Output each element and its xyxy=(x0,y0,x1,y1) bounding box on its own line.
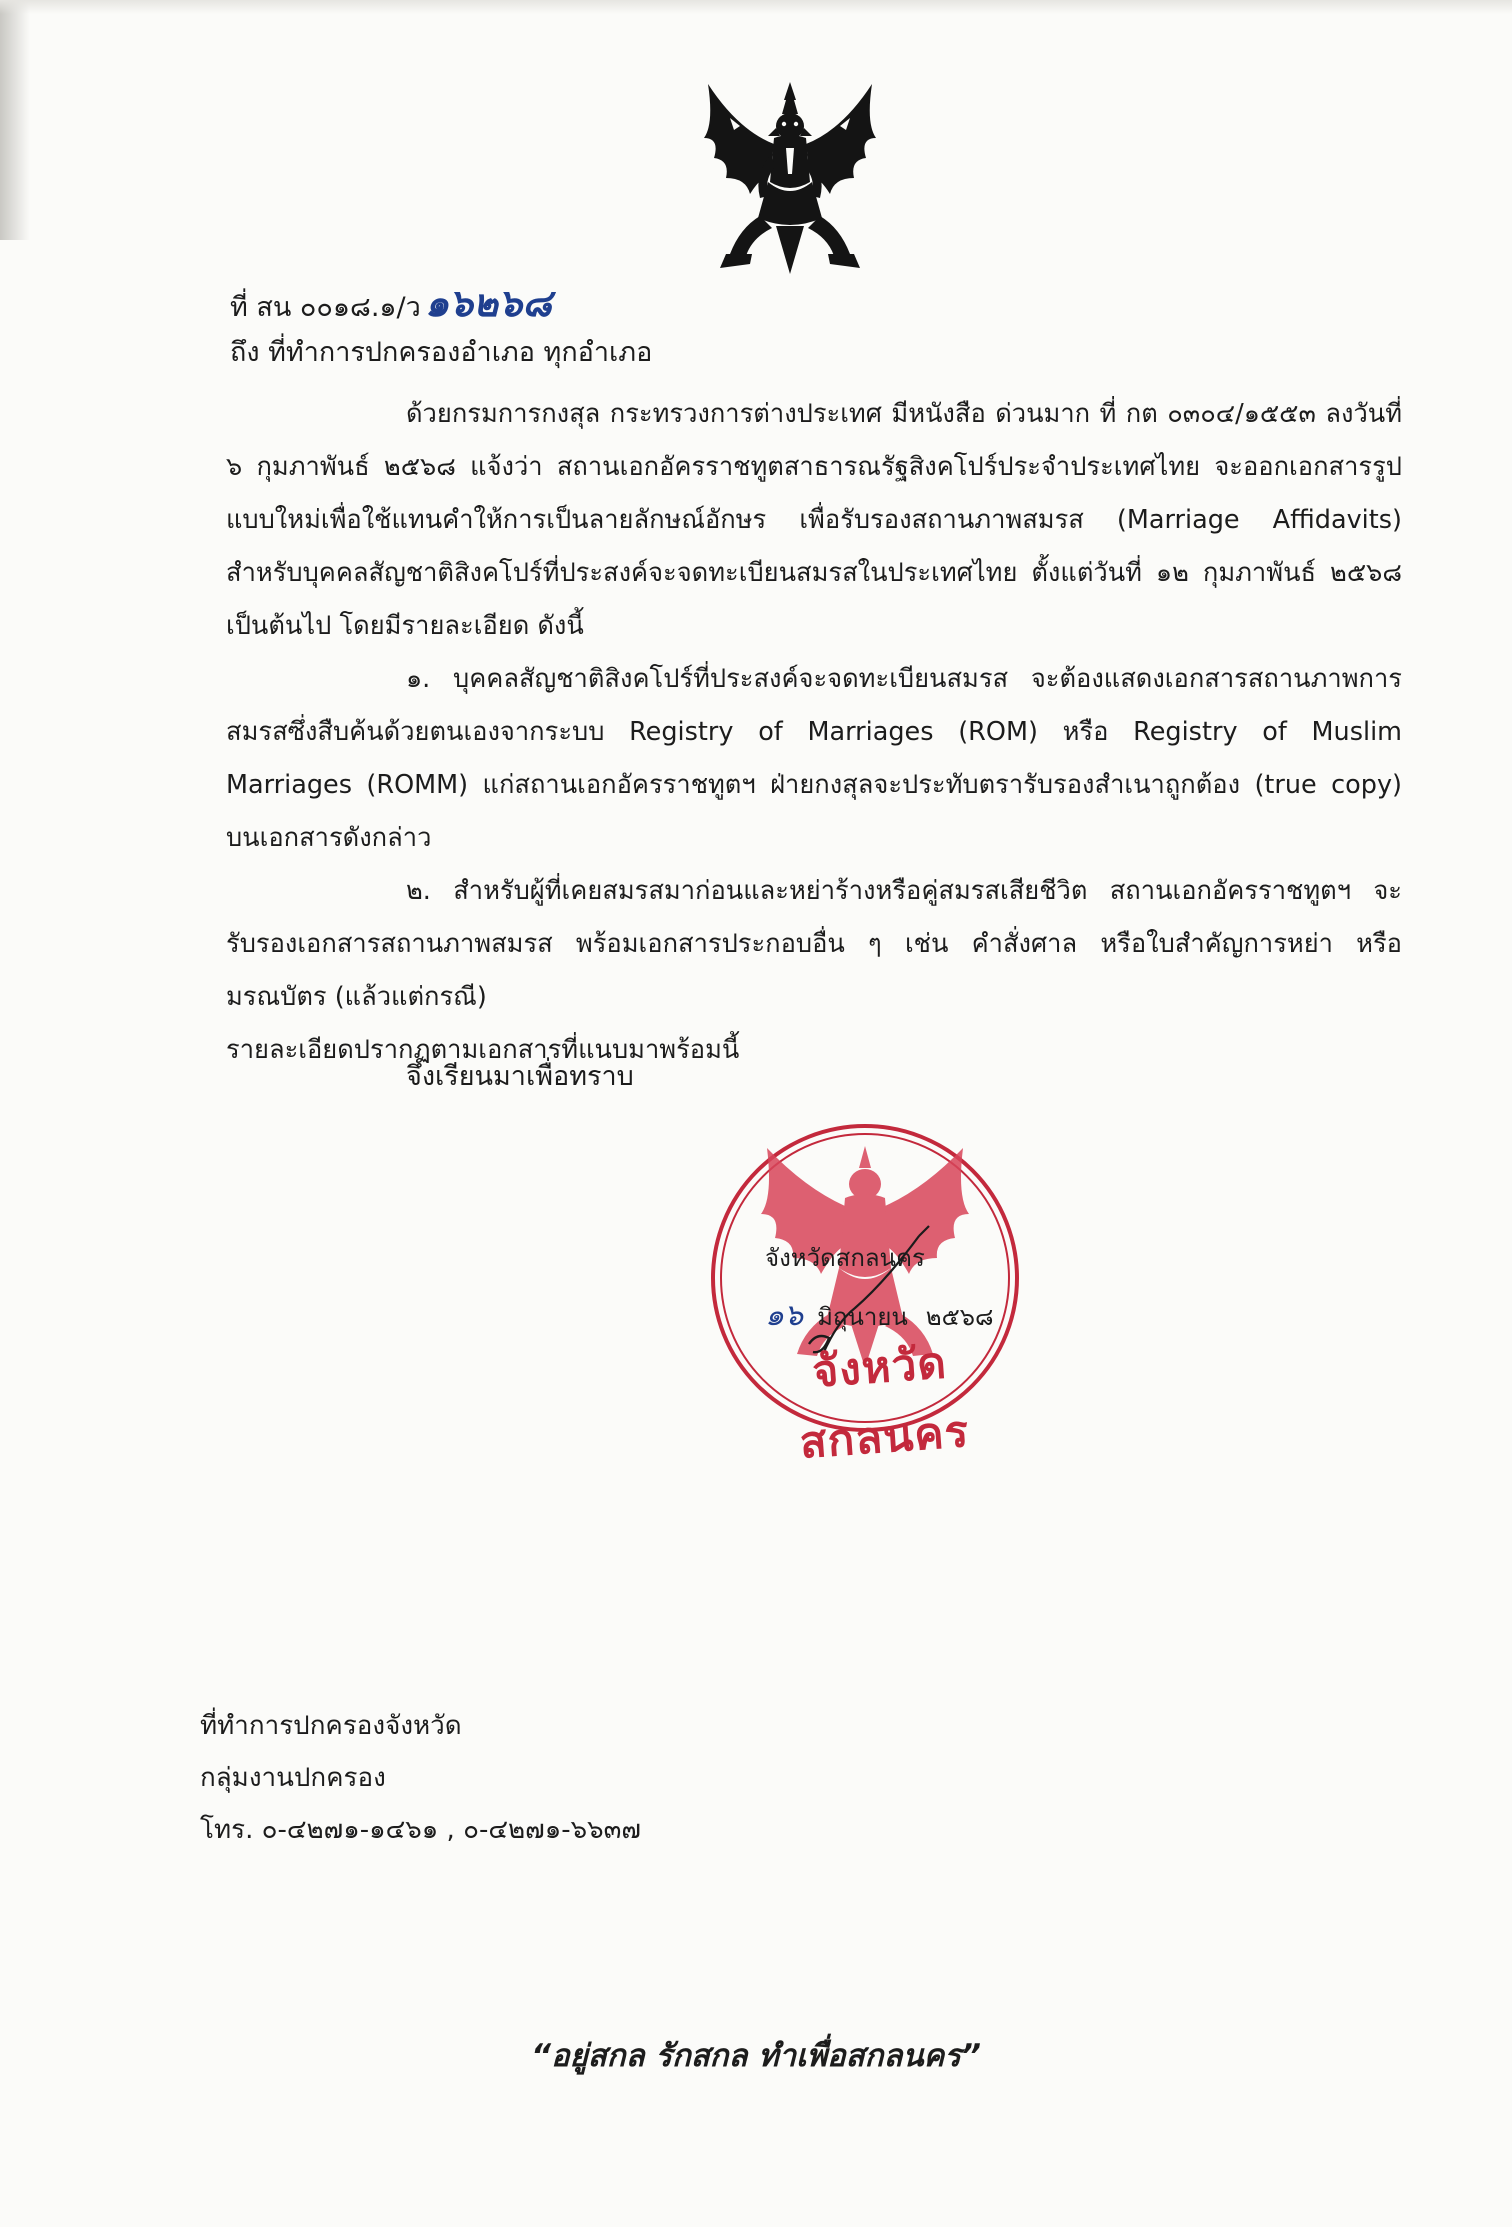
reference-prefix: ที่ สน ๐๐๑๘.๑/ว xyxy=(230,292,421,323)
footer-department xyxy=(200,1700,641,1856)
item-1-paragraph: ๑. บุคคลสัญชาติสิงคโปร์ที่ประสงค์จะจดทะเบียนสมรส จะต้องแสดงเอกสารสถานภาพการสมรสซึ่งสืบค้นด้วยตนเองจากระบบ Registry of Marriages (ROM) หรือ Registry of Muslim Marriages (ROMM) แก่สถานเอกอัครราชทูตฯ ฝ่ายกงสุลจะประทับตรารับรองสำเนาถูกต้อง (true copy) บนเอกสารดังกล่าว xyxy=(226,664,1402,853)
reference-number-handwritten: ๑๖๒๖๘ xyxy=(424,280,552,325)
footer-group: กลุ่มงานปกครอง xyxy=(200,1763,386,1793)
province-slogan: “อยู่สกล รักสกล ทำเพื่อสกลนคร” xyxy=(531,2038,981,2074)
seal-date-year: ๒๕๖๘ xyxy=(925,1303,994,1331)
details-note: รายละเอียดปรากฏตามเอกสารที่แนบมาพร้อมนี้ xyxy=(226,1035,740,1065)
page-top-edge xyxy=(0,0,1512,14)
closing-line: จึงเรียนมาเพื่อทราบ xyxy=(406,1061,634,1092)
seal-date-month: มิถุนายน xyxy=(817,1303,908,1331)
item-2-paragraph: ๒. สำหรับผู้ที่เคยสมรสมาก่อนและหย่าร้างหรือคู่สมรสเสียชีวิต สถานเอกอัครราชทูตฯ จะรับรองเอกสารสถานภาพสมรส พร้อมเอกสารประกอบอื่น ๆ เช่น คำสั่งศาล หรือใบสำคัญการหย่า หรือมรณบัตร (แล้วแต่กรณี) xyxy=(226,876,1402,1012)
garuda-emblem-icon xyxy=(690,78,890,278)
recipient-line: ถึง ที่ทำการปกครองอำเภอ ทุกอำเภอ xyxy=(230,337,653,368)
seal-province-line: จังหวัดสกลนคร xyxy=(765,1244,925,1272)
footer-office: ที่ทำการปกครองจังหวัด xyxy=(200,1711,462,1741)
seal-ring-text: จังหวัดสกลนคร xyxy=(798,1337,971,1469)
reference-number-line xyxy=(230,272,552,333)
footer-phone: โทร. ๐-๔๒๗๑-๑๔๖๑ , ๐-๔๒๗๑-๖๖๓๗ xyxy=(200,1815,641,1845)
page-fold-shadow xyxy=(0,0,30,240)
intro-paragraph: ด้วยกรมการกงสุล กระทรวงการต่างประเทศ มีหนังสือ ด่วนมาก ที่ กต ๐๓๐๔/๑๕๕๓ ลงวันที่ ๖ กุมภาพันธ์ ๒๕๖๘ แจ้งว่า สถานเอกอัครราชทูตสาธารณรัฐสิงคโปร์ประจำประเทศไทย จะออกเอกสารรูปแบบใหม่เพื่อใช้แทนคำให้การเป็นลายลักษณ์อักษร เพื่อรับรองสถานภาพสมรส (Marriage Affidavits) สำหรับบุคคลสัญชาติสิงคโปร์ที่ประสงค์จะจดทะเบียนสมรสในประเทศไทย ตั้งแต่วันที่ ๑๒ กุมภาพันธ์ ๒๕๖๘ เป็นต้นไป โดยมีรายละเอียด ดังนี้ xyxy=(226,399,1402,641)
letter-body xyxy=(226,388,1402,1077)
seal-date-day: ๑๖ xyxy=(765,1298,804,1333)
